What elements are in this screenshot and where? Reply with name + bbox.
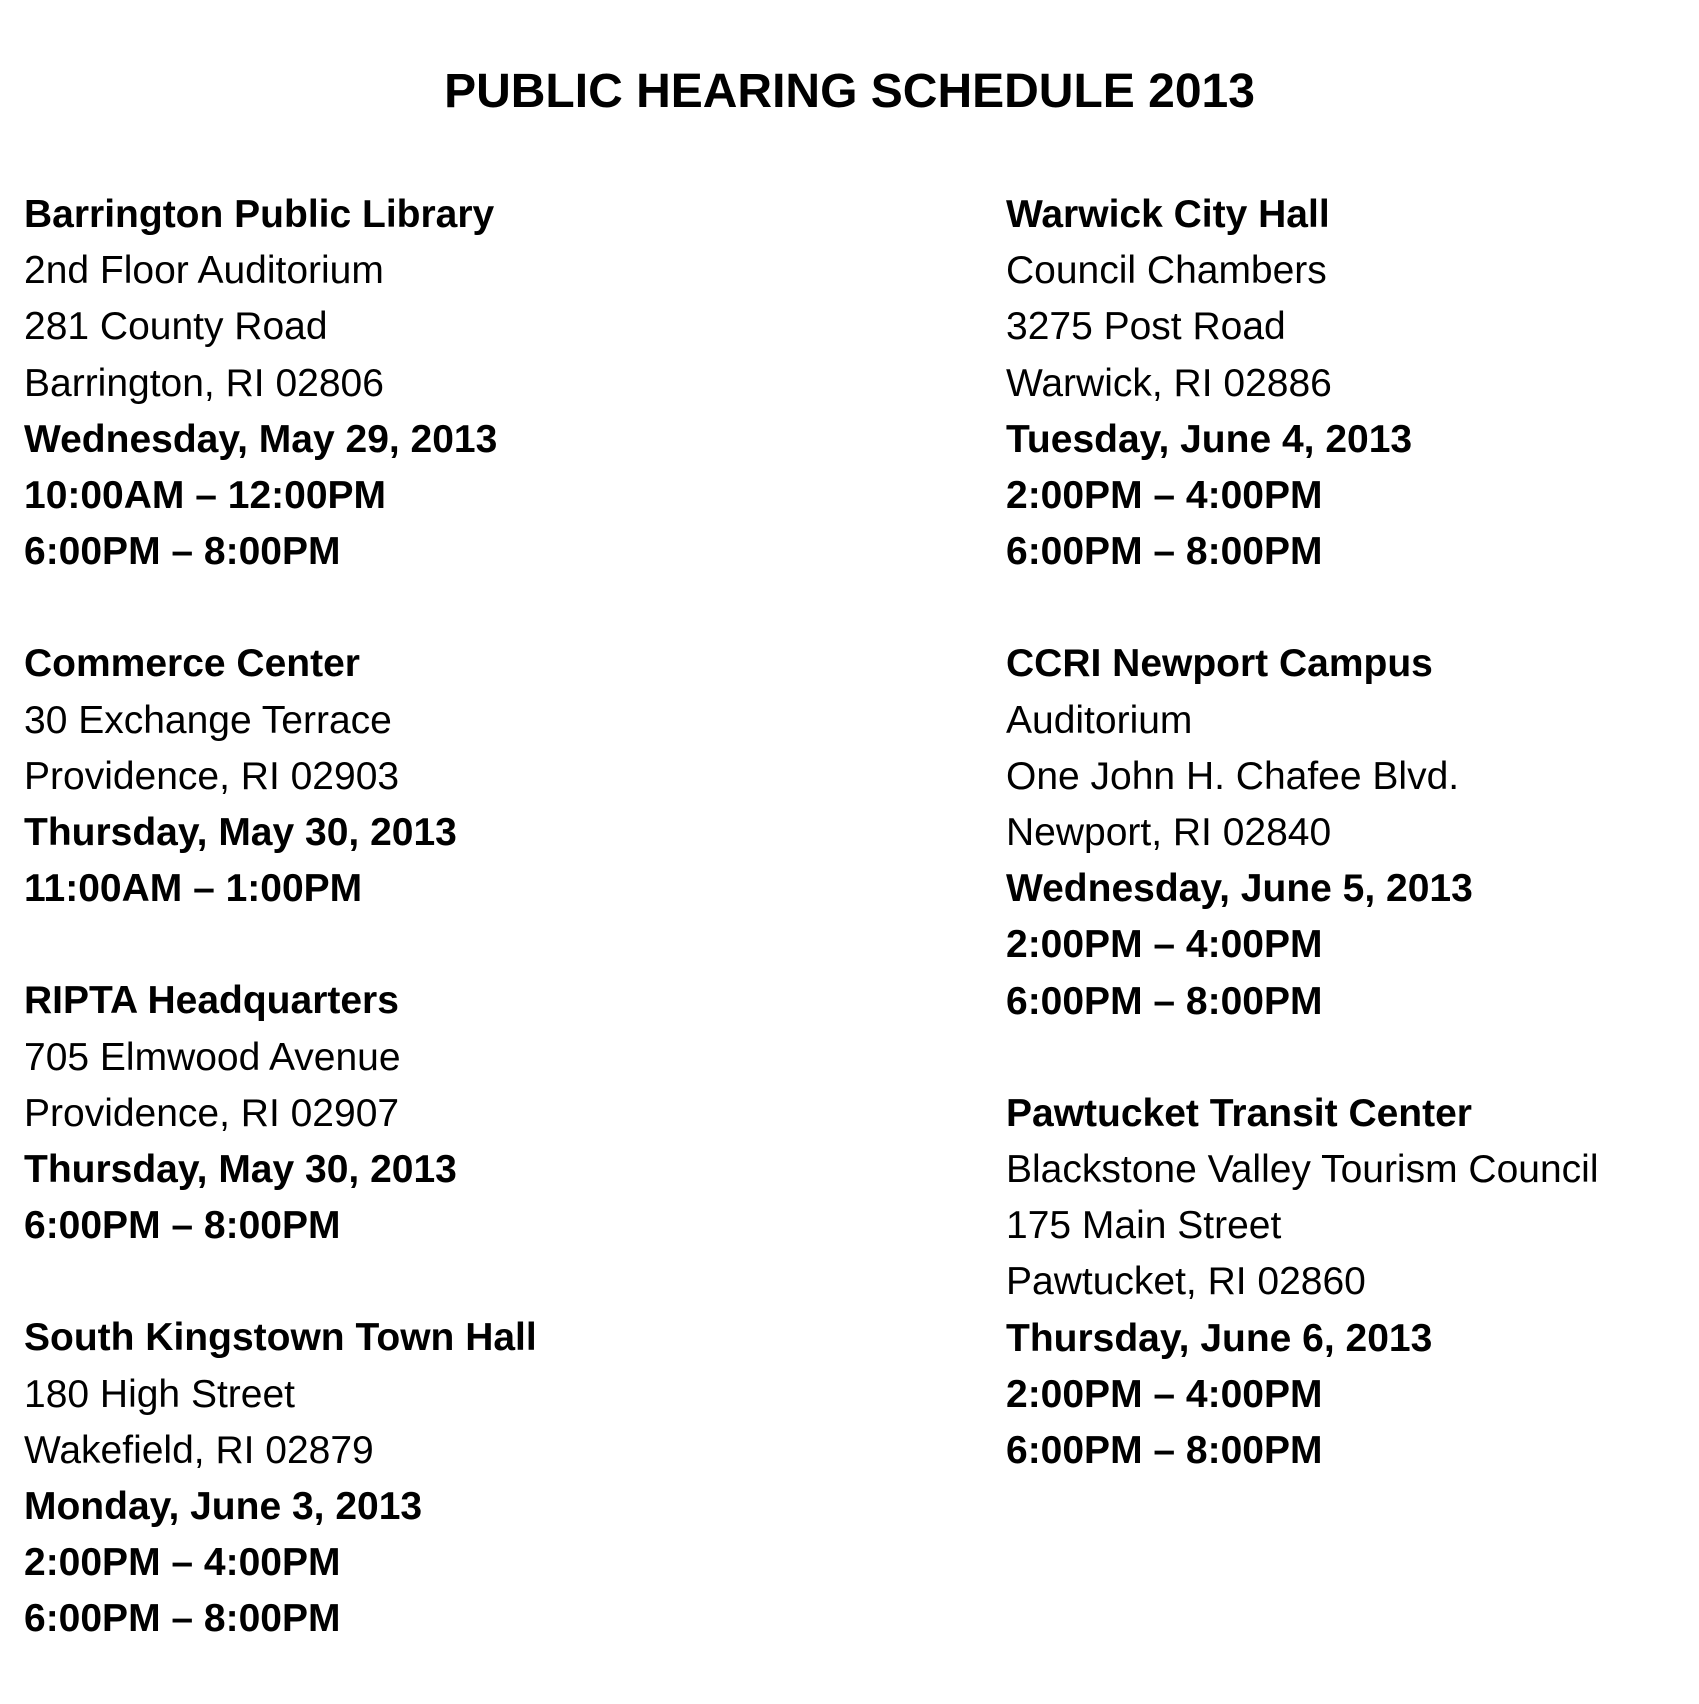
hearing-time: 6:00PM – 8:00PM	[24, 1597, 341, 1641]
venue-address-line: Auditorium	[1006, 698, 1193, 742]
venue-name: South Kingstown Town Hall	[24, 1316, 537, 1360]
hearing-date: Thursday, May 30, 2013	[24, 811, 457, 855]
hearing-time: 2:00PM – 4:00PM	[24, 1541, 341, 1585]
venue-address-line: 2nd Floor Auditorium	[24, 249, 384, 293]
hearing-time: 6:00PM – 8:00PM	[24, 530, 341, 574]
right-column	[1006, 187, 1686, 1535]
venue-address-line: Providence, RI 02903	[24, 754, 400, 798]
hearing-time: 2:00PM – 4:00PM	[1006, 923, 1323, 967]
venue-address-line: One John H. Chafee Blvd.	[1006, 754, 1460, 798]
venue-address-line: Providence, RI 02907	[24, 1091, 400, 1135]
hearing-time: 2:00PM – 4:00PM	[1006, 474, 1323, 518]
venue-address-line: 705 Elmwood Avenue	[24, 1035, 401, 1079]
venue-block	[24, 973, 984, 1254]
venue-block	[1006, 1086, 1686, 1479]
hearing-time: 6:00PM – 8:00PM	[1006, 979, 1323, 1023]
venue-address-line: 175 Main Street	[1006, 1204, 1282, 1248]
venue-address-line: Wakefield, RI 02879	[24, 1428, 374, 1472]
hearing-time: 6:00PM – 8:00PM	[1006, 530, 1323, 574]
hearing-date: Thursday, June 6, 2013	[1006, 1316, 1433, 1360]
venue-block	[24, 636, 984, 917]
venue-block	[1006, 636, 1686, 1029]
venue-address-line: 281 County Road	[24, 305, 328, 349]
venue-block	[24, 187, 984, 580]
venue-name: CCRI Newport Campus	[1006, 642, 1433, 686]
venue-address-line: 3275 Post Road	[1006, 305, 1286, 349]
venue-address-line: Barrington, RI 02806	[24, 361, 384, 405]
venue-name: Warwick City Hall	[1006, 193, 1330, 236]
venue-address-line: Pawtucket, RI 02860	[1006, 1260, 1366, 1304]
hearing-time: 6:00PM – 8:00PM	[1006, 1429, 1323, 1473]
hearing-date: Tuesday, June 4, 2013	[1006, 417, 1413, 461]
venue-name: RIPTA Headquarters	[24, 979, 399, 1023]
hearing-date: Wednesday, May 29, 2013	[24, 417, 498, 461]
hearing-date: Wednesday, June 5, 2013	[1006, 867, 1473, 911]
page-title: PUBLIC HEARING SCHEDULE 2013	[444, 65, 1255, 118]
hearing-date: Thursday, May 30, 2013	[24, 1148, 457, 1192]
venue-name: Pawtucket Transit Center	[1006, 1091, 1472, 1135]
venue-address-line: Warwick, RI 02886	[1006, 361, 1332, 405]
hearing-time: 11:00AM – 1:00PM	[24, 867, 363, 911]
venue-block	[1006, 187, 1686, 580]
left-column	[24, 187, 984, 1704]
venue-address-line: Council Chambers	[1006, 249, 1327, 293]
venue-block	[24, 1310, 984, 1647]
venue-address-line: 180 High Street	[24, 1372, 296, 1416]
hearing-time: 6:00PM – 8:00PM	[24, 1204, 341, 1248]
venue-address-line: 30 Exchange Terrace	[24, 698, 392, 742]
venue-address-line: Blackstone Valley Tourism Council	[1006, 1148, 1599, 1192]
hearing-time: 10:00AM – 12:00PM	[24, 474, 387, 518]
hearing-date: Monday, June 3, 2013	[24, 1485, 423, 1529]
venue-name: Commerce Center	[24, 642, 360, 686]
venue-name: Barrington Public Library	[24, 193, 495, 236]
hearing-time: 2:00PM – 4:00PM	[1006, 1372, 1323, 1416]
venue-address-line: Newport, RI 02840	[1006, 811, 1332, 855]
